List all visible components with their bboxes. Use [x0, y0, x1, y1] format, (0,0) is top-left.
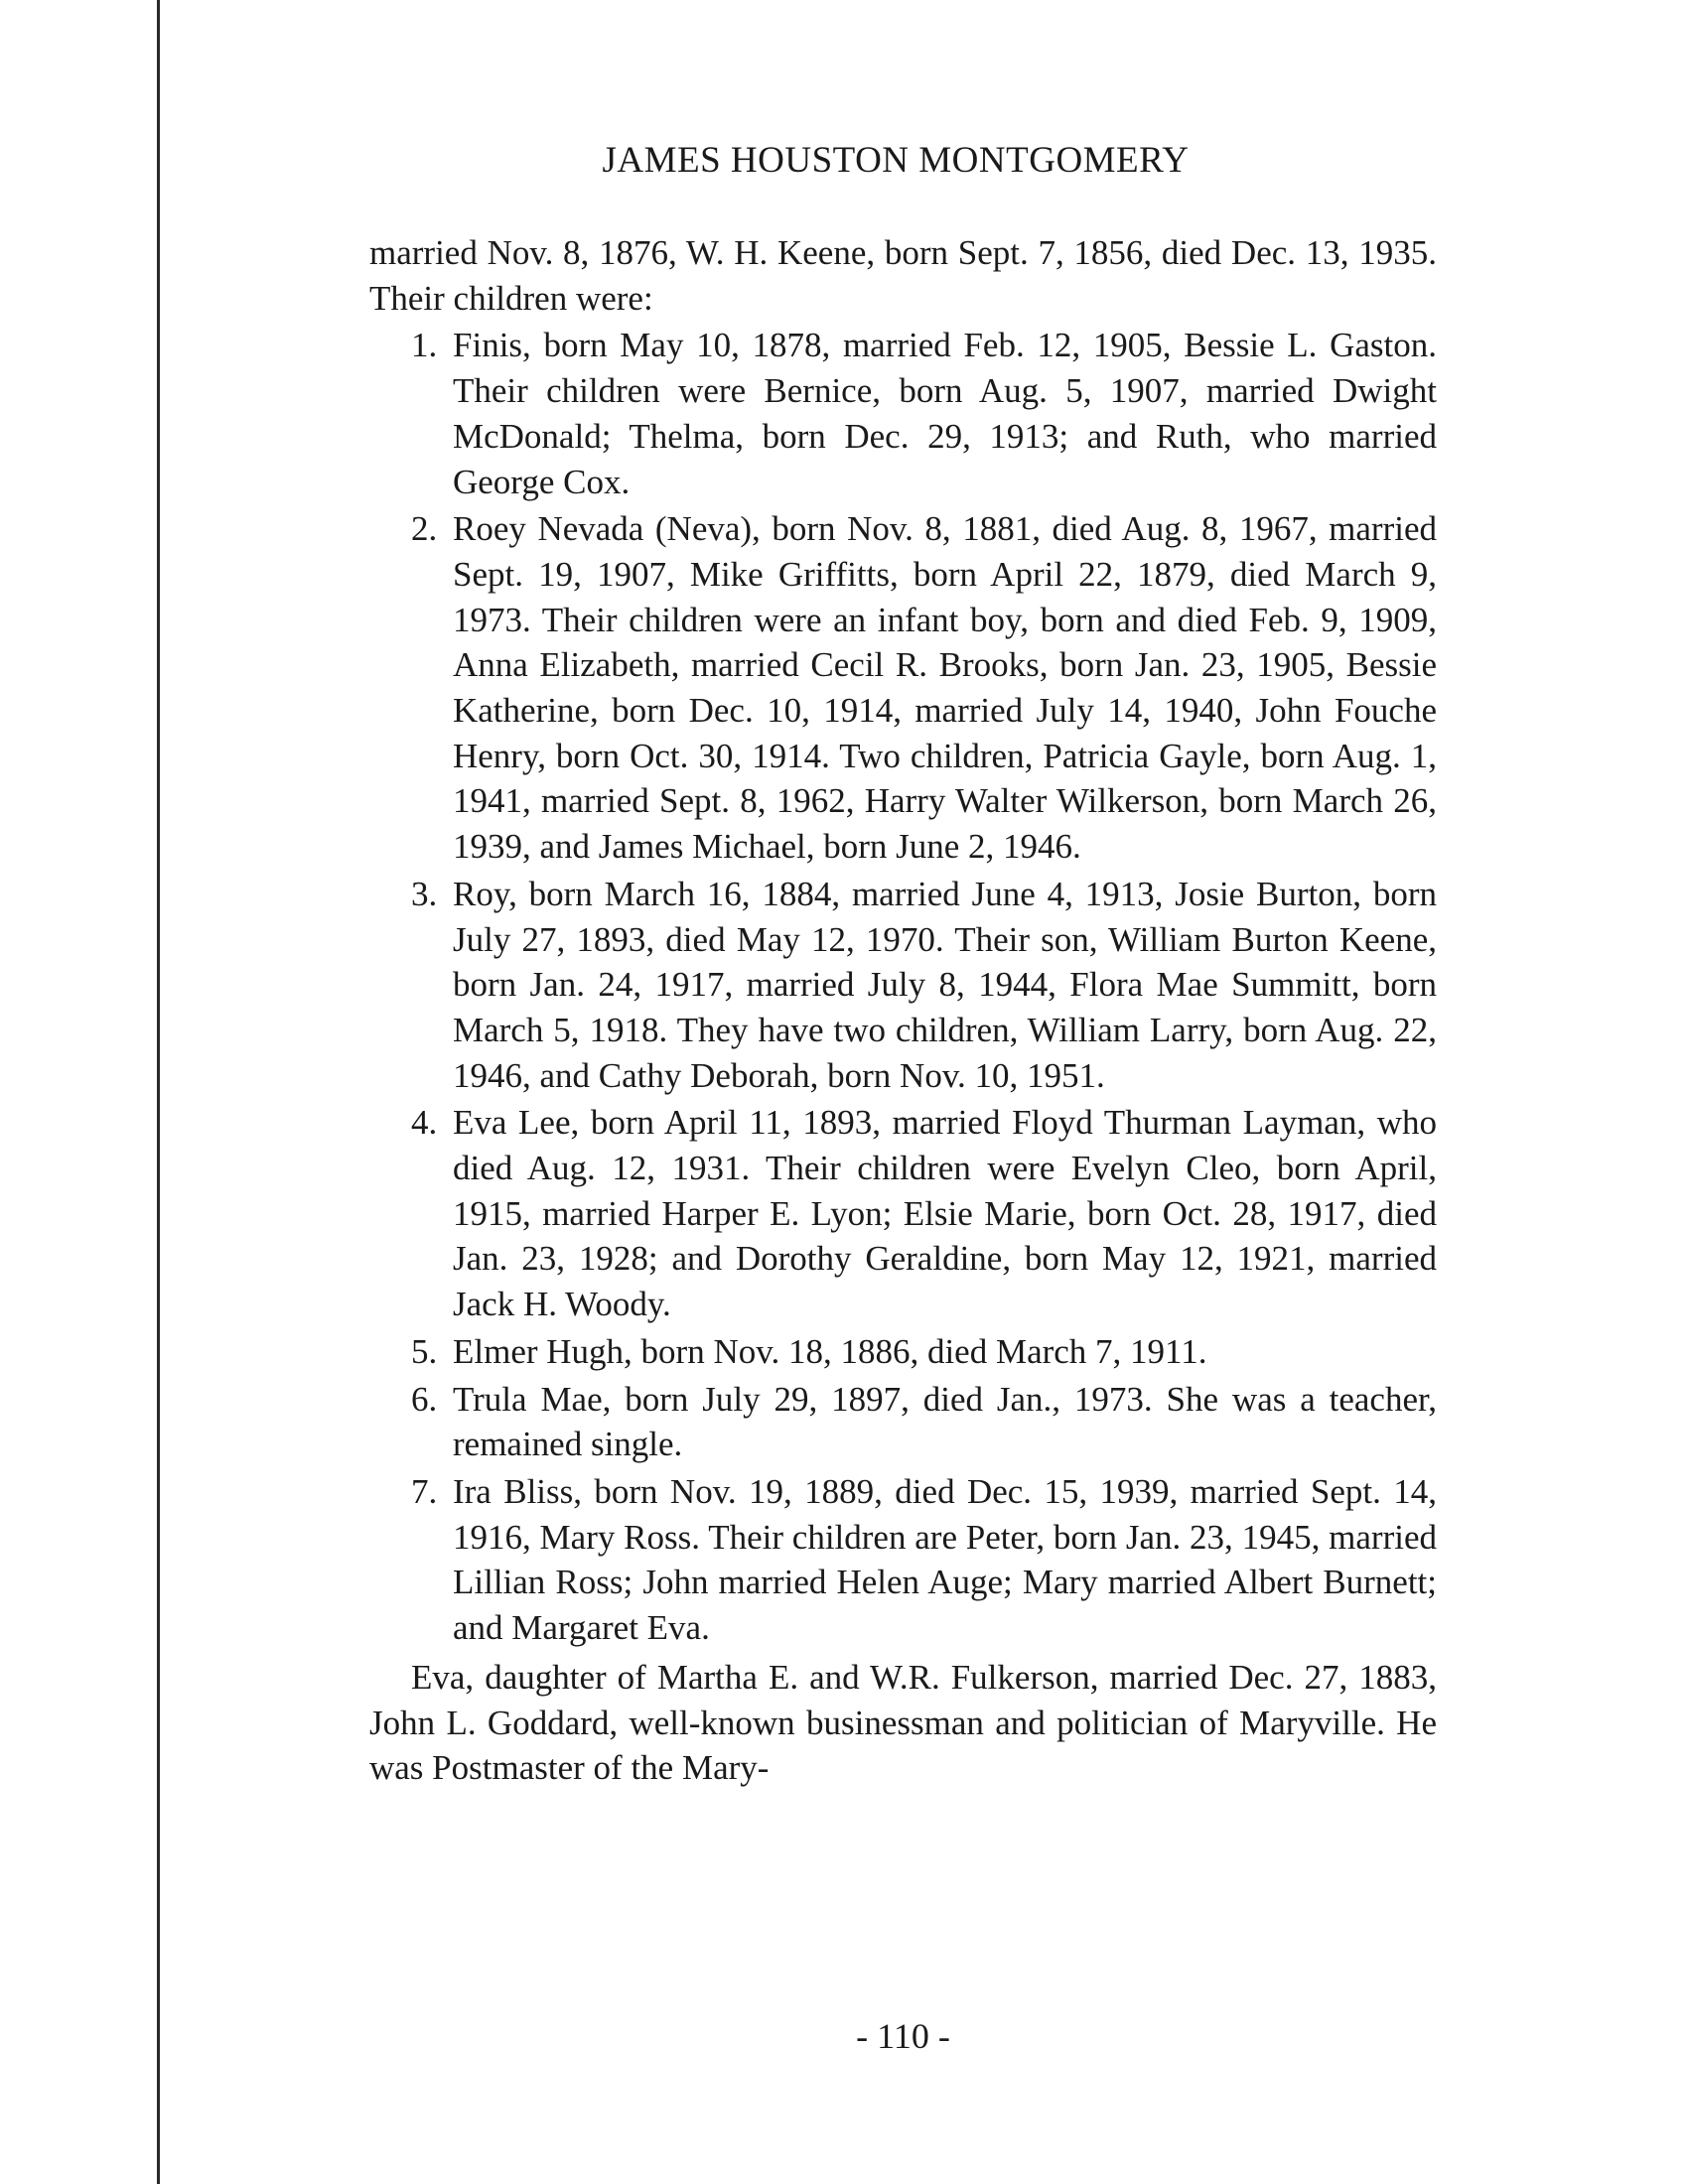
list-item-number: 6. [411, 1379, 438, 1419]
list-item [369, 1469, 1437, 1651]
list-item [369, 506, 1437, 870]
intro-paragraph: married Nov. 8, 1876, W. H. Keene, born Sept. 7, 1856, died Dec. 13, 1935. Their children were: [369, 233, 1437, 318]
list-item-number: 3. [411, 874, 438, 913]
list-item-text: Roey Nevada (Neva), born Nov. 8, 1881, died Aug. 8, 1967, married Sept. 19, 1907, Mike Griffitts, born April 22, 1879, died March 9, 1973. Their children were an infant boy, born and died Feb. 9, 1909, Anna Elizabeth, married Cecil R. Brooks, born Jan. 23, 1905, Bessie Katherine, born Dec. 10, 1914, married July 14, 1940, John Fouche Henry, born Oct. 30, 1914. Two children, Patricia Gayle, born Aug. 1, 1941, married Sept. 8, 1962, Harry Walter Wilkerson, born March 26, 1939, and James Michael, born June 2, 1946. [453, 509, 1437, 867]
list-item-text: Trula Mae, born July 29, 1897, died Jan., 1973. She was a teacher, remained single. [453, 1379, 1437, 1464]
list-item [369, 1377, 1437, 1467]
page-body [369, 230, 1437, 1791]
page-binding-edge [157, 0, 160, 2184]
list-item-text: Finis, born May 10, 1878, married Feb. 12, 1905, Bessie L. Gaston. Their children were Bernice, born Aug. 5, 1907, married Dwight McDonald; Thelma, born Dec. 29, 1913; and Ruth, who married George Cox. [453, 326, 1437, 501]
list-item-text: Ira Bliss, born Nov. 19, 1889, died Dec. 15, 1939, married Sept. 14, 1916, Mary Ross. Their children are Peter, born Jan. 23, 1945, married Lillian Ross; John married Helen Auge; Mary married Albert Burnett; and Margaret Eva. [453, 1471, 1437, 1648]
list-item-number: 1. [411, 326, 438, 365]
running-title: JAMES HOUSTON MONTGOMERY [602, 140, 1190, 181]
list-item-text: Elmer Hugh, born Nov. 18, 1886, died March 7, 1911. [453, 1331, 1207, 1371]
list-item-number: 5. [411, 1331, 438, 1371]
list-item [369, 872, 1437, 1099]
list-item [369, 323, 1437, 504]
list-item-number: 4. [411, 1103, 438, 1143]
list-item [369, 1329, 1437, 1375]
closing-paragraph: Eva, daughter of Martha E. and W.R. Fulkerson, married Dec. 27, 1883, John L. Goddard, well-known businessman and politician of Maryville. He was Postmaster of the Mary- [369, 1657, 1437, 1788]
list-item-number: 7. [411, 1471, 438, 1511]
list-item-text: Eva Lee, born April 11, 1893, married Floyd Thurman Layman, who died Aug. 12, 1931. Their children were Evelyn Cleo, born April, 1915, married Harper E. Lyon; Elsie Marie, born Oct. 28, 1917, died Jan. 23, 1928; and Dorothy Geraldine, born May 12, 1921, married Jack H. Woody. [453, 1103, 1437, 1324]
children-list [369, 323, 1437, 1650]
list-item-text: Roy, born March 16, 1884, married June 4, 1913, Josie Burton, born July 27, 1893, died May 12, 1970. Their son, William Burton Keene, born Jan. 24, 1917, married July 8, 1944, Flora Mae Summitt, born March 5, 1918. They have two children, William Larry, born Aug. 22, 1946, and Cathy Deborah, born Nov. 10, 1951. [453, 874, 1437, 1095]
list-item-number: 2. [411, 509, 438, 549]
page-number: - 110 - [856, 2016, 950, 2056]
list-item [369, 1100, 1437, 1327]
